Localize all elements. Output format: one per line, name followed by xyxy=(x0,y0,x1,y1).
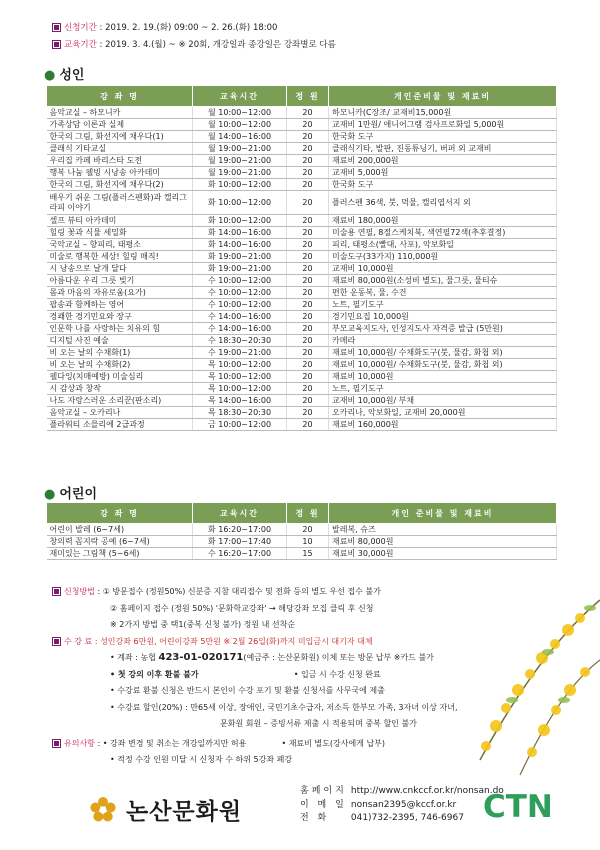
course-name-cell: 셀프 뷰티 아카데미 xyxy=(47,215,193,227)
course-name-cell: 나도 자랑스러운 소리꾼(판소리) xyxy=(47,395,193,407)
homepage-link[interactable]: http://www.cnkccf.or.kr/nonsan.do xyxy=(350,786,504,796)
notes-section xyxy=(52,584,458,769)
adult-course-table xyxy=(46,85,557,431)
materials-cell: 경기민요집 10,000원 xyxy=(329,311,557,323)
time-cell: 수 19:00~21:00 xyxy=(193,347,287,359)
capacity-cell: 20 xyxy=(287,287,329,299)
course-name-cell: 플라워티 소믈리에 2급과정 xyxy=(47,419,193,431)
time-cell: 화 17:00~17:40 xyxy=(193,536,287,548)
capacity-cell: 20 xyxy=(287,407,329,419)
course-name-cell: 한국의 그림, 화선지에 채우다(2) xyxy=(47,179,193,191)
time-cell: 화 10:00~12:00 xyxy=(193,191,287,215)
table-row xyxy=(47,395,557,407)
materials-cell: 노트, 필기도구 xyxy=(329,383,557,395)
materials-cell: 재료비 30,000원 xyxy=(329,548,557,560)
materials-cell: 카메라 xyxy=(329,335,557,347)
materials-cell: 재료비 180,000원 xyxy=(329,215,557,227)
col-materials: 개인 준비물 및 재료비 xyxy=(329,503,557,524)
materials-cell: 재료비 200,000원 xyxy=(329,155,557,167)
materials-cell: 재료비 10,000원/ 수채화도구(붓, 물감, 화첩 외) xyxy=(329,347,557,359)
square-bullet-icon xyxy=(52,637,61,646)
table-row xyxy=(47,143,557,155)
time-cell: 목 14:00~16:00 xyxy=(193,395,287,407)
time-cell: 금 10:00~12:00 xyxy=(193,419,287,431)
square-bullet-icon xyxy=(52,23,61,32)
materials-cell: 노트, 필기도구 xyxy=(329,299,557,311)
table-row xyxy=(47,191,557,215)
course-name-cell: 한국의 그림, 화선지에 채우다(1) xyxy=(47,131,193,143)
materials-cell: 재료비 160,000원 xyxy=(329,419,557,431)
caution-line-1: 유의사항 : • 강좌 변경 및 취소는 개강일까지만 허용 • 재료비 별도(강사에게 납부) xyxy=(52,736,458,753)
discount-line-2: 문화원 회원 – 증빙서류 제출 시 적용되며 중복 할인 불가 xyxy=(220,719,417,728)
course-name-cell: 팝송과 함께하는 영어 xyxy=(47,299,193,311)
kids-section-title: ● 어린이 xyxy=(44,487,98,502)
course-name-cell: 경쾌한 경기민요와 장구 xyxy=(47,311,193,323)
table-row xyxy=(47,287,557,299)
materials-cell: 재료비 80,000원 xyxy=(329,536,557,548)
method-line-1: 신청방법 : ① 방문접수 (정원50%) 신분증 지참 대리접수 및 전화 등의 별도 우선 접수 불가 xyxy=(52,584,458,601)
materials-cell: 미술도구(33가지) 110,000원 xyxy=(329,251,557,263)
materials-cell: 편한 운동복, 물, 수건 xyxy=(329,287,557,299)
capacity-cell: 20 xyxy=(287,179,329,191)
green-dot-icon: ● xyxy=(44,487,56,502)
table-row xyxy=(47,107,557,119)
time-cell: 수 18:30~20:30 xyxy=(193,335,287,347)
table-row xyxy=(47,419,557,431)
course-name-cell: 창의력 꼼지락 공예 (6~7세) xyxy=(47,536,193,548)
refund-line-3: • 수강료 환불 신청은 반드시 본인이 수강 포기 및 환불 신청서를 사무국에 제출 xyxy=(110,686,385,695)
materials-cell: 한국화 도구 xyxy=(329,179,557,191)
table-row xyxy=(47,179,557,191)
col-time: 교육시간 xyxy=(193,503,287,524)
time-cell: 화 19:00~21:00 xyxy=(193,251,287,263)
time-cell: 화 10:00~12:00 xyxy=(193,179,287,191)
time-cell: 월 10:00~12:00 xyxy=(193,107,287,119)
capacity-cell: 20 xyxy=(287,227,329,239)
email-row: 이 메 일 nonsan2395@kccf.or.kr xyxy=(300,799,457,810)
table-row xyxy=(47,275,557,287)
capacity-cell: 20 xyxy=(287,371,329,383)
materials-cell: 피리, 태평소(빨대, 사포), 악보화일 xyxy=(329,239,557,251)
time-cell: 수 16:20~17:00 xyxy=(193,548,287,560)
col-time: 교육시간 xyxy=(193,86,287,107)
course-name-cell: 배우기 쉬운 그림(플러스펜화)과 캘리그라피 이야기 xyxy=(47,191,193,215)
materials-cell: 교재비 10,000원 xyxy=(329,263,557,275)
table-header-row xyxy=(47,86,557,107)
square-bullet-icon xyxy=(52,739,61,748)
col-capacity: 정 원 xyxy=(287,86,329,107)
table-row xyxy=(47,359,557,371)
materials-cell: 클래식기타, 발판, 진동튜닝기, 버퍼 외 교재비 xyxy=(329,143,557,155)
table-row xyxy=(47,323,557,335)
capacity-cell: 20 xyxy=(287,155,329,167)
table-row xyxy=(47,167,557,179)
capacity-cell: 20 xyxy=(287,359,329,371)
fee-line: 수 강 료 : 성인강좌 6만원, 어린이강좌 5만원 ※ 2월 26일(화)까지 미입금시 대기자 대체 xyxy=(52,634,458,651)
course-name-cell: 클래식 기타교실 xyxy=(47,143,193,155)
capacity-cell: 10 xyxy=(287,536,329,548)
col-capacity: 정 원 xyxy=(287,503,329,524)
course-name-cell: 몸과 마음의 자유로움(요가) xyxy=(47,287,193,299)
course-name-cell: 인문학 나를 사랑하는 치유의 힘 xyxy=(47,323,193,335)
time-cell: 목 18:30~20:30 xyxy=(193,407,287,419)
course-name-cell: 웰다잉(치매예방) 미술심리 xyxy=(47,371,193,383)
course-name-cell: 행복 나눔 웰빙 시낭송 아카데미 xyxy=(47,167,193,179)
ctn-logo: CTN xyxy=(483,789,553,825)
capacity-cell: 20 xyxy=(287,524,329,536)
table-row xyxy=(47,335,557,347)
materials-cell: 플러스펜 36색, 붓, 먹물, 캘리엽서지 외 xyxy=(329,191,557,215)
adult-section-title: ● 성인 xyxy=(44,68,85,83)
course-name-cell: 음악교실 – 오카리나 xyxy=(47,407,193,419)
time-cell: 월 19:00~21:00 xyxy=(193,167,287,179)
course-name-cell: 힐링 꽃과 식물 세밀화 xyxy=(47,227,193,239)
table-row xyxy=(47,407,557,419)
course-name-cell: 음악교실 – 하모니카 xyxy=(47,107,193,119)
materials-cell: 재료비 80,000원(소성비 별도), 물그릇, 물티슈 xyxy=(329,275,557,287)
square-bullet-icon xyxy=(52,587,61,596)
table-row xyxy=(47,263,557,275)
period-info xyxy=(52,20,336,54)
table-row xyxy=(47,119,557,131)
capacity-cell: 20 xyxy=(287,215,329,227)
materials-cell: 교재비 1만원/ 애니어그램 검사프로화일 5,000원 xyxy=(329,119,557,131)
capacity-cell: 20 xyxy=(287,383,329,395)
flower-logo-icon xyxy=(88,795,118,825)
time-cell: 목 10:00~12:00 xyxy=(193,371,287,383)
course-name-cell: 어린이 발레 (6~7세) xyxy=(47,524,193,536)
kids-course-table xyxy=(46,502,557,560)
materials-cell: 재료비 10,000원/ 수채화도구(붓, 물감, 화첩 외) xyxy=(329,359,557,371)
time-cell: 화 16:20~17:00 xyxy=(193,524,287,536)
green-dot-icon: ● xyxy=(44,68,56,83)
capacity-cell: 20 xyxy=(287,395,329,407)
time-cell: 월 10:00~12:00 xyxy=(193,119,287,131)
time-cell: 화 14:00~16:00 xyxy=(193,239,287,251)
course-name-cell: 미술로 행복한 세상! 힐링 매직! xyxy=(47,251,193,263)
table-row xyxy=(47,215,557,227)
materials-cell: 오카리나, 악보화일, 교재비 20,000원 xyxy=(329,407,557,419)
time-cell: 목 10:00~12:00 xyxy=(193,359,287,371)
table-row xyxy=(47,548,557,560)
time-cell: 월 14:00~16:00 xyxy=(193,131,287,143)
table-row xyxy=(47,371,557,383)
phone-row: 전 화 041)732-2395, 746-6967 xyxy=(300,813,464,823)
capacity-cell: 20 xyxy=(287,119,329,131)
table-header-row xyxy=(47,503,557,524)
table-row xyxy=(47,524,557,536)
method-line-3: ※ 2가지 방법 중 택1(중복 신청 불가) 정원 내 선착순 xyxy=(110,620,296,629)
capacity-cell: 20 xyxy=(287,275,329,287)
course-name-cell: 비 오는 날의 수채화(1) xyxy=(47,347,193,359)
time-cell: 월 19:00~21:00 xyxy=(193,155,287,167)
table-row xyxy=(47,311,557,323)
time-cell: 화 14:00~16:00 xyxy=(193,227,287,239)
capacity-cell: 20 xyxy=(287,191,329,215)
table-row xyxy=(47,299,557,311)
homepage-row: 홈페이지 http://www.cnkccf.or.kr/nonsan.do xyxy=(300,786,504,796)
email-link[interactable]: nonsan2395@kccf.or.kr xyxy=(350,799,457,810)
footer xyxy=(0,775,600,850)
col-course-name: 강 좌 명 xyxy=(47,503,193,524)
time-cell: 화 19:00~21:00 xyxy=(193,263,287,275)
materials-cell: 미술용 연필, 8절스케치북, 색연필72색(추후결정) xyxy=(329,227,557,239)
contact-info xyxy=(300,785,504,826)
table-row xyxy=(47,383,557,395)
course-name-cell: 우리집 카페 바리스타 도전 xyxy=(47,155,193,167)
materials-cell: 한국화 도구 xyxy=(329,131,557,143)
time-cell: 수 10:00~12:00 xyxy=(193,275,287,287)
time-cell: 월 19:00~21:00 xyxy=(193,143,287,155)
refund-line: • 첫 강의 이후 환불 불가 • 입금 시 수강 신청 완료 xyxy=(110,669,381,679)
edu-period: 교육기간 : 2019. 3. 4.(월) ~ ※ 20회, 개강일과 종강일은 강좌별로 다름 xyxy=(52,37,336,54)
capacity-cell: 20 xyxy=(287,107,329,119)
capacity-cell: 20 xyxy=(287,251,329,263)
materials-cell: 교재비 5,000원 xyxy=(329,167,557,179)
course-name-cell: 시 낭송으로 날개 달다 xyxy=(47,263,193,275)
org-logo: 논산문화원 xyxy=(88,793,242,826)
table-row xyxy=(47,131,557,143)
materials-cell: 재료비 10,000원 xyxy=(329,371,557,383)
caution-line-3: • 적정 수강 인원 미달 시 신청자 수 하위 5강좌 폐강 xyxy=(110,755,293,764)
capacity-cell: 20 xyxy=(287,311,329,323)
materials-cell: 하모니카(C장조/ 교재비15,000원 xyxy=(329,107,557,119)
table-row xyxy=(47,536,557,548)
table-row xyxy=(47,251,557,263)
square-bullet-icon xyxy=(52,40,61,49)
capacity-cell: 20 xyxy=(287,419,329,431)
table-row xyxy=(47,155,557,167)
capacity-cell: 15 xyxy=(287,548,329,560)
col-course-name: 강 좌 명 xyxy=(47,86,193,107)
course-name-cell: 아름다운 우리 그릇 빚기 xyxy=(47,275,193,287)
capacity-cell: 20 xyxy=(287,347,329,359)
table-row xyxy=(47,227,557,239)
course-name-cell: 시 감상과 창작 xyxy=(47,383,193,395)
capacity-cell: 20 xyxy=(287,335,329,347)
materials-cell: 발레복, 슈즈 xyxy=(329,524,557,536)
account-line: • 계좌 : 농협 423-01-020171(예금주 : 논산문화원) 이체 또는 방문 납부 ※카드 불가 xyxy=(110,652,434,663)
capacity-cell: 20 xyxy=(287,323,329,335)
capacity-cell: 20 xyxy=(287,167,329,179)
time-cell: 수 14:00~16:00 xyxy=(193,311,287,323)
capacity-cell: 20 xyxy=(287,239,329,251)
table-row xyxy=(47,347,557,359)
capacity-cell: 20 xyxy=(287,131,329,143)
table-row xyxy=(47,239,557,251)
capacity-cell: 20 xyxy=(287,143,329,155)
course-name-cell: 디지털 사진 예술 xyxy=(47,335,193,347)
course-name-cell: 가족상담 이론과 실제 xyxy=(47,119,193,131)
time-cell: 수 14:00~16:00 xyxy=(193,323,287,335)
course-name-cell: 비 오는 날의 수채화(2) xyxy=(47,359,193,371)
discount-line-1: • 수강료 할인(20%) : 만65세 이상, 장애인, 국민기초수급자, 저소득 한부모 가족, 3자녀 이상 자녀, xyxy=(110,702,458,712)
capacity-cell: 20 xyxy=(287,263,329,275)
time-cell: 수 10:00~12:00 xyxy=(193,299,287,311)
time-cell: 화 10:00~12:00 xyxy=(193,215,287,227)
materials-cell: 부모교육지도사, 인성지도사 자격증 발급 (5만원) xyxy=(329,323,557,335)
col-materials: 개인준비물 및 재료비 xyxy=(329,86,557,107)
course-name-cell: 재미있는 그림책 (5~6세) xyxy=(47,548,193,560)
method-line-2: ② 홈페이지 접수 (정원 50%) '문화학교강좌' → 해당강좌 모집 클릭 후 신청 xyxy=(110,603,374,613)
time-cell: 수 10:00~12:00 xyxy=(193,287,287,299)
time-cell: 목 10:00~12:00 xyxy=(193,383,287,395)
apply-period: 신청기간 : 2019. 2. 19.(화) 09:00 ~ 2. 26.(화) 18:00 xyxy=(52,20,336,37)
capacity-cell: 20 xyxy=(287,299,329,311)
materials-cell: 교재비 10,000원/ 부채 xyxy=(329,395,557,407)
course-name-cell: 국악교실 – 향피리, 태평소 xyxy=(47,239,193,251)
